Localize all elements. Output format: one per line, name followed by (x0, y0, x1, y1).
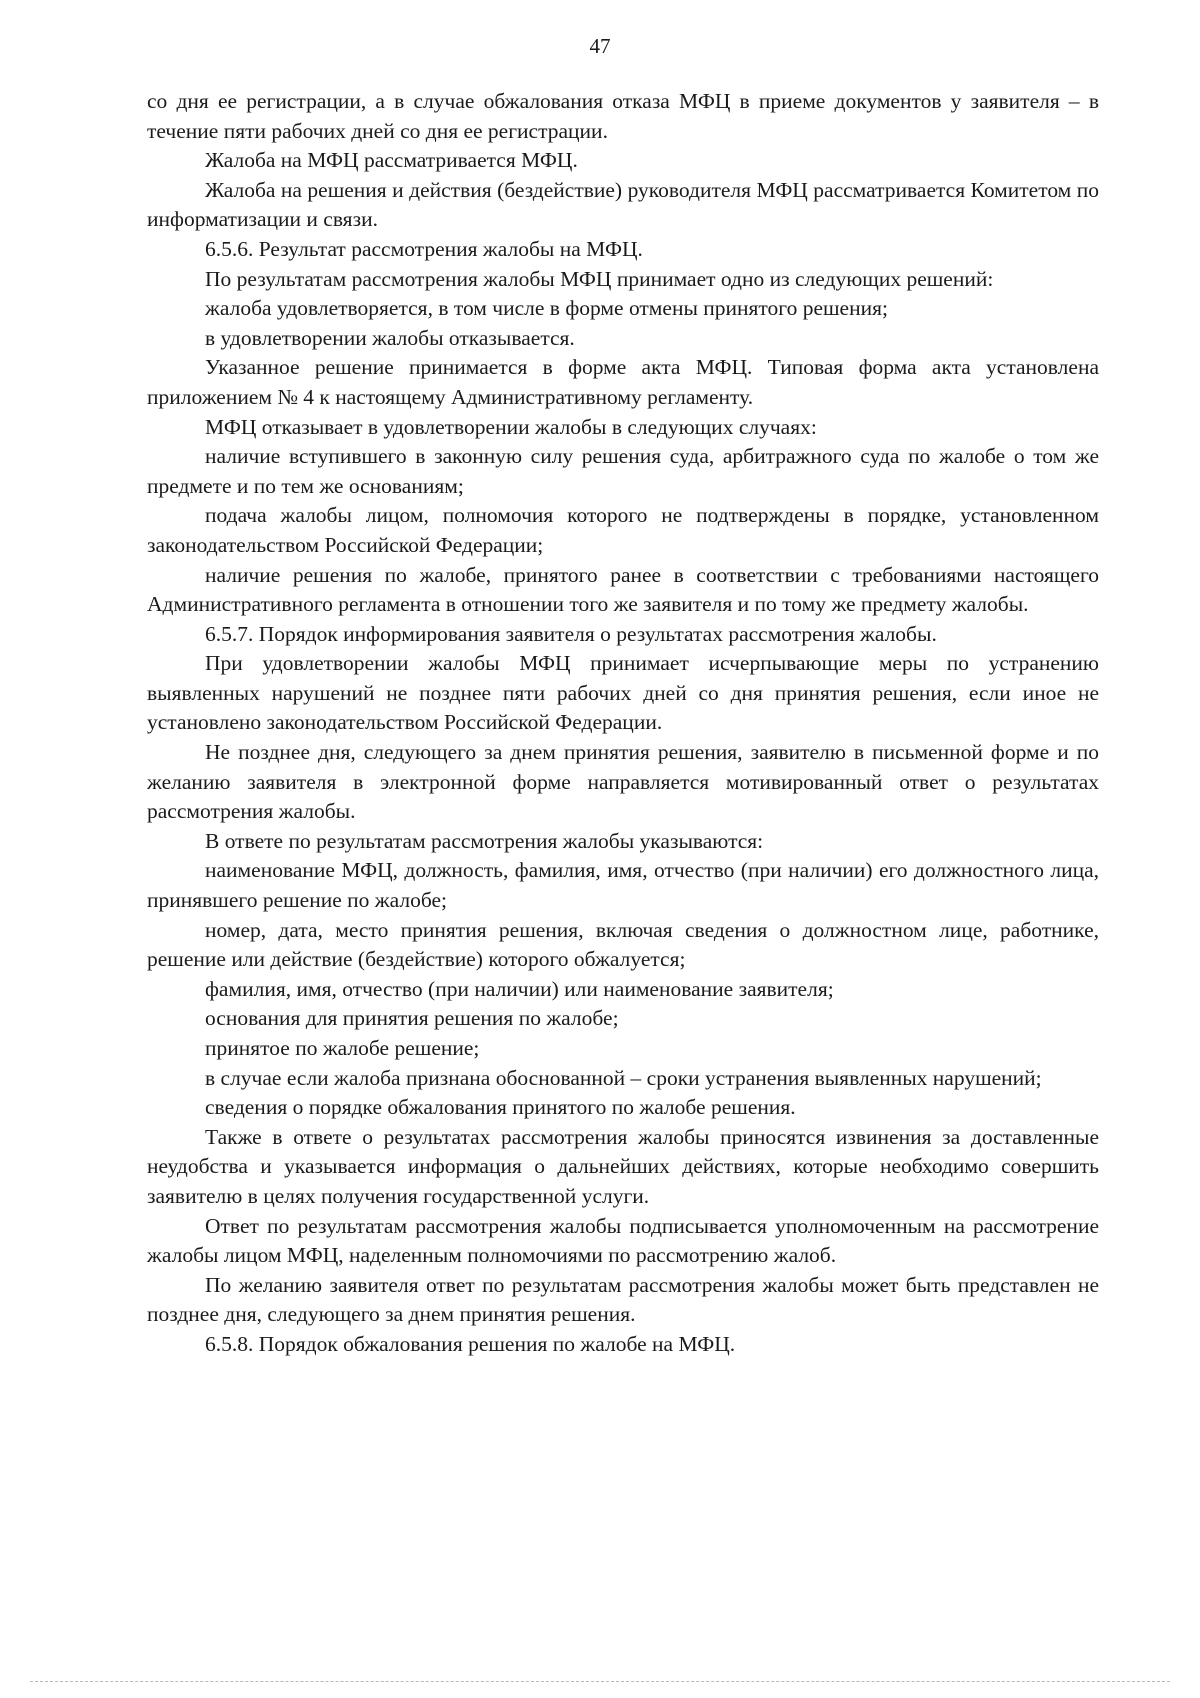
list-item: наличие вступившего в законную силу решения суда, арбитражного суда по жалобе о том же предмете и по тем же основаниям; (147, 444, 1099, 498)
paragraph: Жалоба на МФЦ рассматривается МФЦ. (205, 148, 578, 173)
paragraph: со дня ее регистрации, а в случае обжалования отказа МФЦ в приеме документов у заявителя – в течение пяти рабочих дней со дня ее регистрации. (147, 89, 1099, 143)
paragraph: Ответ по результатам рассмотрения жалобы подписывается уполномоченным на рассмотрение жалобы лицом МФЦ, наделенным полномочиями по рассмотрению жалоб. (147, 1213, 1099, 1268)
document-body (147, 87, 1099, 1360)
paragraph: Жалоба на решения и действия (бездействие) руководителя МФЦ рассматривается Комитетом по информатизации и связи. (147, 177, 1099, 232)
list-item: наименование МФЦ, должность, фамилия, имя, отчество (при наличии) его должностного лица, принявшего решение по жалобе; (147, 858, 1099, 913)
list-item: в удовлетворении жалобы отказывается. (205, 325, 575, 350)
section-heading: 6.5.6. Результат рассмотрения жалобы на МФЦ. (205, 236, 643, 261)
paragraph: По результатам рассмотрения жалобы МФЦ принимает одно из следующих решений: (205, 266, 994, 291)
list-item: подача жалобы лицом, полномочия которого не подтверждены в порядке, установленном законодательством Российской Федерации; (147, 503, 1099, 557)
list-item: сведения о порядке обжалования принятого по жалобе решения. (205, 1095, 796, 1120)
page-number: 47 (589, 34, 611, 58)
section-heading: 6.5.7. Порядок информирования заявителя о результатах рассмотрения жалобы. (205, 621, 937, 646)
list-item: жалоба удовлетворяется, в том числе в форме отмены принятого решения; (205, 296, 888, 321)
paragraph: Также в ответе о результатах рассмотрения жалобы приносятся извинения за доставленные неудобства и указывается информация о дальнейших действиях, которые необходимо совершить заявителю в целях получения государственной услуги. (147, 1124, 1099, 1208)
list-item: основания для принятия решения по жалобе; (205, 1006, 619, 1031)
list-item: в случае если жалоба признана обоснованной – сроки устранения выявленных нарушений; (205, 1065, 1042, 1090)
list-item: фамилия, имя, отчество (при наличии) или наименование заявителя; (205, 976, 834, 1001)
list-item: наличие решения по жалобе, принятого ранее в соответствии с требованиями настоящего Административного регламента в отношении того же заявителя и по тому же предмету жалобы. (147, 562, 1099, 617)
paragraph: Указанное решение принимается в форме акта МФЦ. Типовая форма акта установлена приложением № 4 к настоящему Административному регламенту. (147, 355, 1099, 409)
list-item: номер, дата, место принятия решения, включая сведения о должностном лице, работнике, решение или действие (бездействие) которого обжалуется; (147, 917, 1099, 972)
paragraph: При удовлетворении жалобы МФЦ принимает исчерпывающие меры по устранению выявленных нарушений не позднее пяти рабочих дней со дня принятия решения, если иное не установлено законодательством Российской Федерации. (147, 651, 1099, 735)
paragraph: По желанию заявителя ответ по результатам рассмотрения жалобы может быть представлен не позднее дня, следующего за днем принятия решения. (147, 1272, 1099, 1327)
paragraph: МФЦ отказывает в удовлетворении жалобы в следующих случаях: (205, 414, 817, 439)
paragraph: Не позднее дня, следующего за днем принятия решения, заявителю в письменной форме и по желанию заявителя в электронной форме направляется мотивированный ответ о результатах рассмотрения жалобы. (147, 740, 1099, 824)
scan-edge-divider (30, 1681, 1170, 1682)
paragraph: В ответе по результатам рассмотрения жалобы указываются: (205, 828, 764, 853)
list-item: принятое по жалобе решение; (205, 1036, 480, 1060)
section-heading: 6.5.8. Порядок обжалования решения по жалобе на МФЦ. (205, 1331, 736, 1356)
